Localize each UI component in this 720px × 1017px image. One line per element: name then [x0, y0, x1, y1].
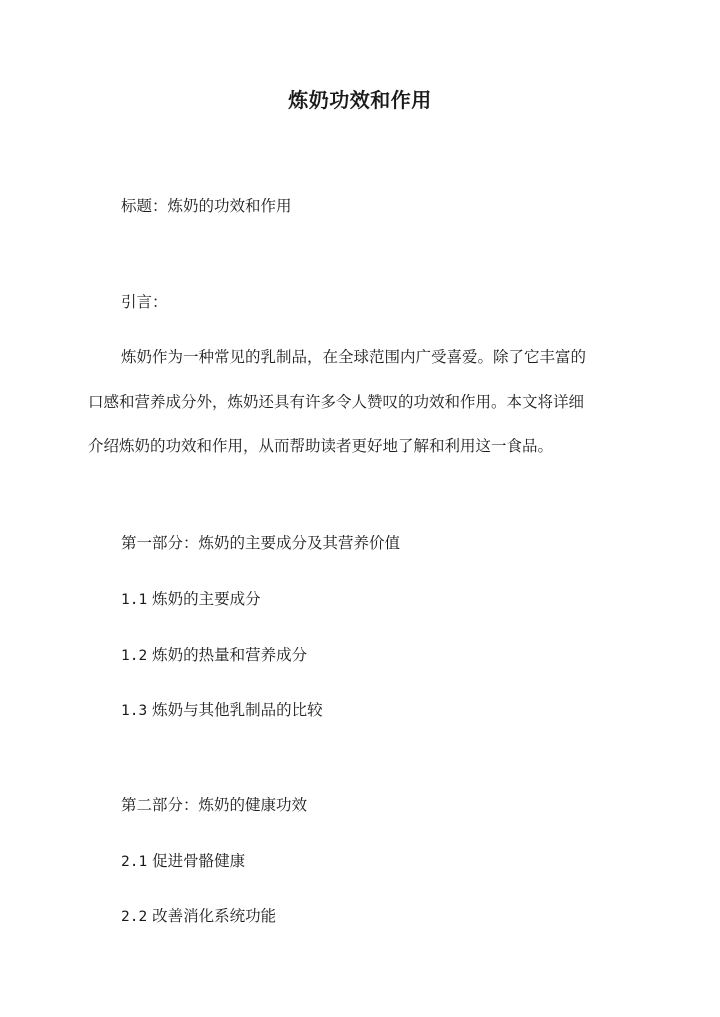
item-number: 2.1 — [121, 854, 148, 870]
subtitle: 标题：炼奶的功效和作用 — [121, 197, 292, 215]
part1-item-3 — [121, 699, 681, 722]
document-title: 炼奶功效和作用 — [288, 88, 432, 112]
intro-paragraph-line-1: 炼奶作为一种常见的乳制品，在全球范围内广受喜爱。除了它丰富的 — [121, 348, 587, 366]
item-number: 1.3 — [121, 703, 148, 719]
item-text: 改善消化系统功能 — [152, 907, 277, 925]
intro-heading: 引言： — [121, 293, 168, 311]
part1-heading: 第一部分：炼奶的主要成分及其营养价值 — [121, 534, 401, 552]
item-text: 炼奶的主要成分 — [152, 590, 261, 608]
part1-item-2 — [121, 644, 681, 667]
item-number: 1.1 — [121, 592, 148, 608]
part2-heading: 第二部分：炼奶的健康功效 — [121, 796, 308, 814]
part2-item-1 — [121, 850, 681, 873]
item-text: 促进骨骼健康 — [152, 852, 246, 870]
part1-item-1 — [121, 588, 681, 611]
item-text: 炼奶与其他乳制品的比较 — [152, 701, 323, 719]
item-number: 1.2 — [121, 648, 148, 664]
part2-item-2 — [121, 905, 681, 928]
intro-paragraph-line-2: 口感和营养成分外，炼奶还具有许多令人赞叹的功效和作用。本文将详细 — [88, 393, 585, 411]
intro-paragraph-line-3: 介绍炼奶的功效和作用，从而帮助读者更好地了解和利用这一食品。 — [88, 437, 554, 455]
item-number: 2.2 — [121, 909, 148, 925]
item-text: 炼奶的热量和营养成分 — [152, 646, 308, 664]
